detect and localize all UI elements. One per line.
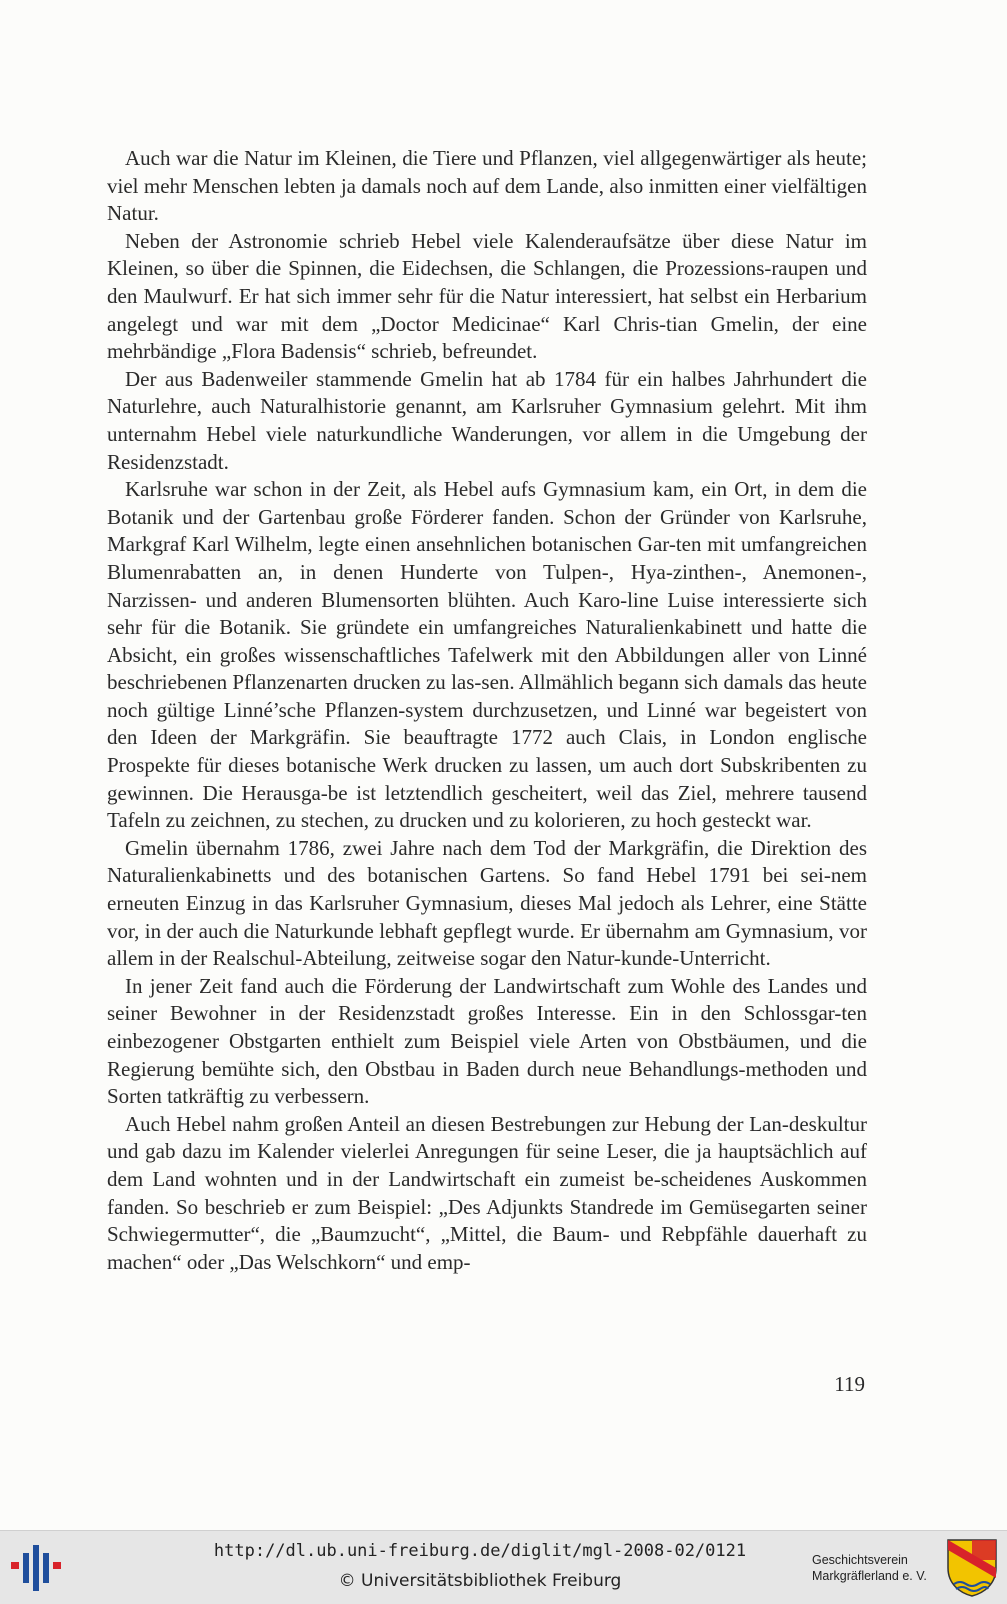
paragraph-6: In jener Zeit fand auch die Förderung der Landwirtschaft zum Wohle des Landes und seiner Bewohner in der Residenzstadt großes Interesse. Ein in den Schlossgar-ten einbezogener Obstgarten enthielt zum Beispiel viele Arten von Obstbäumen, und die Regierung bemühte sich, den Obstbau in Baden durch neue Behandlungs-methoden und Sorten tatkräftig zu verbessern. bbox=[107, 973, 867, 1109]
paragraph-4: Karlsruhe war schon in der Zeit, als Hebel aufs Gymnasium kam, ein Ort, in dem die Botanik und der Gartenbau große Förderer fanden. Schon der Gründer von Karlsruhe, Markgraf Karl Wilhelm, legte einen ansehnlichen botanischen Gar-ten mit umfangreichen Blumenrabatten an, in denen Hunderte von Tulpen-, Hya-zinthen-, Anemonen-, Narzissen- und anderen Blumensorten blühten. Auch Karo-line Luise interessierte sich sehr für die Botanik. Sie gründete ein umfangreiches Naturalienkabinett und hatte die Absicht, ein großes wissenschaftliches Tafelwerk mit den Abbildungen aller von Linné beschriebenen Pflanzenarten drucken zu las-sen. Allmählich begann sich damals das heute noch gültige Linné’sche Pflanzen-system durchzusetzen, und Linné war begeistert von den Ideen der Markgräfin. Sie beauftragte 1772 auch Clais, in London englische Prospekte für dieses botanische Werk drucken zu lassen, um auch dort Subskribenten zu gewinnen. Die Herausga-be ist letztendlich gescheitert, weil das Ziel, mehrere tausend Tafeln zu zeichnen, zu stechen, zu drucken und zu kolorieren, zu hoch gesteckt war. bbox=[107, 477, 867, 833]
ub-freiburg-logo-icon[interactable] bbox=[8, 1543, 64, 1593]
society-name bbox=[812, 1552, 942, 1584]
body-text bbox=[107, 145, 867, 1276]
page-number: 119 bbox=[834, 1372, 865, 1396]
footer-copyright: © Universitätsbibliothek Freiburg bbox=[338, 1571, 622, 1591]
footer-bar bbox=[0, 1530, 1007, 1604]
society-line-2: Markgräflerland e. V. bbox=[812, 1569, 927, 1583]
paragraph-7: Auch Hebel nahm großen Anteil an diesen Bestrebungen zur Hebung der Lan-deskultur und gab dazu im Kalender vielerlei Anregungen für seine Leser, die ja hauptsächlich auf dem Land wohnten und in der Landwirtschaft ein zumeist be-scheidenes Auskommen fanden. So beschrieb er zum Beispiel: „Des Adjunkts Standrede im Gemüsegarten seiner Schwiegermutter“, die „Baumzucht“, „Mittel, die Baum- und Rebpfähle dauerhaft zu machen“ oder „Das Welschkorn“ und emp- bbox=[107, 1111, 867, 1274]
paragraph-1: Auch war die Natur im Kleinen, die Tiere und Pflanzen, viel allgegenwärtiger als heute; viel mehr Menschen lebten ja damals noch auf dem Lande, also inmitten einer vielfältigen Natur. bbox=[107, 146, 867, 226]
society-line-1: Geschichtsverein bbox=[812, 1553, 908, 1567]
paragraph-2: Neben der Astronomie schrieb Hebel viele Kalenderaufsätze über diese Natur im Kleinen, so über die Spinnen, die Eidechsen, die Schlangen, die Prozessions-raupen und den Maulwurf. Er hat sich immer sehr für die Natur interessiert, hat selbst ein Herbarium angelegt und war mit dem „Doctor Medicinae“ Karl Chris-tian Gmelin, der eine mehrbändige „Flora Badensis“ schrieb, befreundet. bbox=[107, 228, 867, 364]
markgraeflerland-crest-icon[interactable] bbox=[946, 1538, 998, 1598]
paragraph-3: Der aus Badenweiler stammende Gmelin hat ab 1784 für ein halbes Jahrhundert die Naturlehre, auch Naturalhistorie genannt, am Karlsruher Gymnasium gelehrt. Mit ihm unternahm Hebel viele naturkundliche Wanderungen, vor allem in die Umgebung der Residenzstadt. bbox=[107, 366, 867, 474]
paragraph-5: Gmelin übernahm 1786, zwei Jahre nach dem Tod der Markgräfin, die Direktion des Naturalienkabinetts und des botanischen Gartens. So fand Hebel 1791 bei sei-nem erneuten Einzug in das Karlsruher Gymnasium, dieses Mal jedoch als Lehrer, eine Stätte vor, in der auch die Naturkunde lebhaft gepflegt wurde. Er übernahm am Gymnasium, vor allem in der Realschul-Abteilung, zeitweise sogar den Natur-kunde-Unterricht. bbox=[107, 835, 867, 971]
footer-url-link[interactable]: http://dl.ub.uni-freiburg.de/diglit/mgl-2008-02/0121 bbox=[213, 1541, 747, 1561]
